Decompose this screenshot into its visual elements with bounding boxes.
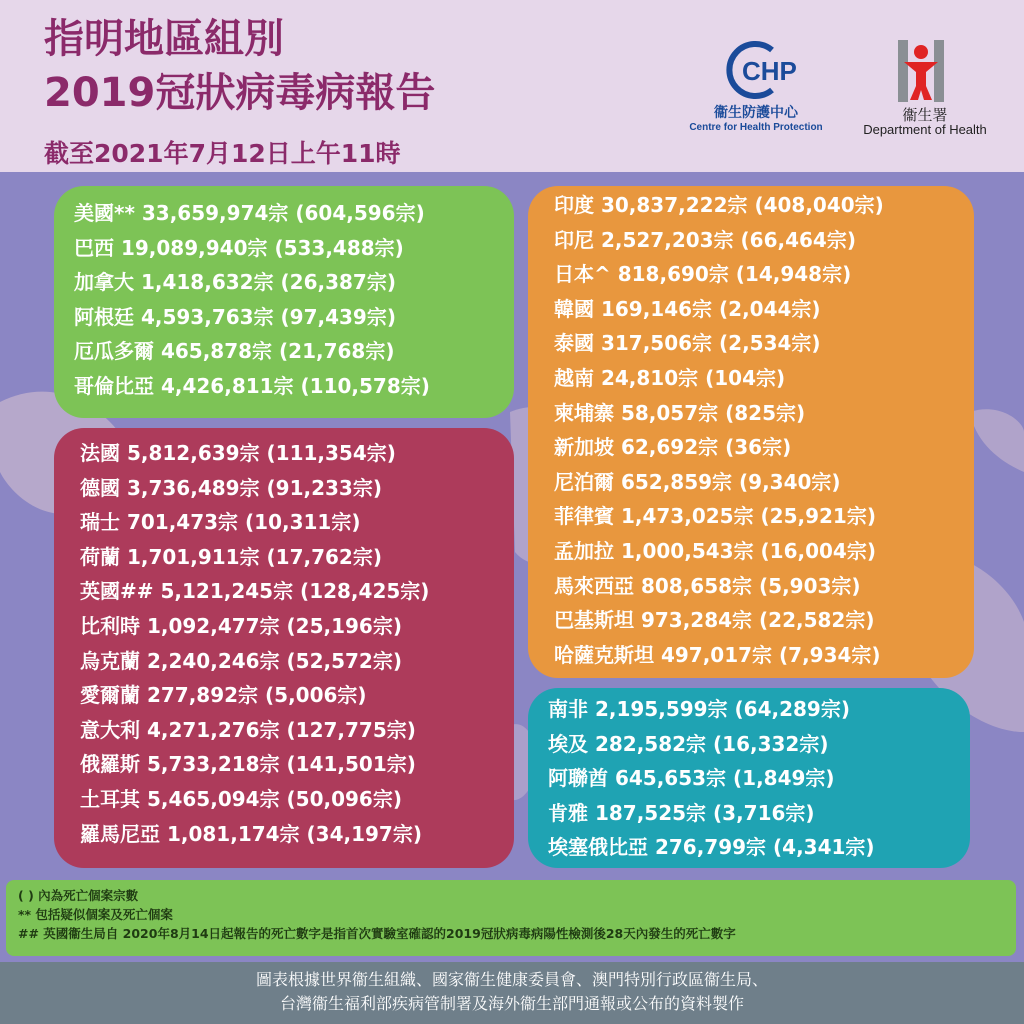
region-africa-mideast-panel: [528, 688, 970, 868]
list-item: 土耳其 5,465,094宗 (50,096宗): [80, 786, 402, 811]
list-item: 英國## 5,121,245宗 (128,425宗): [80, 579, 430, 604]
americas-list: [74, 196, 430, 404]
footnote-suspected: ** 包括疑似個案及死亡個案: [18, 907, 173, 922]
list-item: 瑞士 701,473宗 (10,311宗): [80, 510, 361, 535]
asia-list: [554, 188, 884, 672]
list-item: 尼泊爾 652,859宗 (9,340宗): [554, 469, 841, 494]
list-item: 比利時 1,092,477宗 (25,196宗): [80, 613, 402, 638]
africa-mideast-list: [548, 692, 875, 865]
list-item: 愛爾蘭 277,892宗 (5,006宗): [80, 683, 367, 708]
footnote-deaths: ( ) 內為死亡個案宗數: [18, 888, 139, 903]
list-item: 菲律賓 1,473,025宗 (25,921宗): [554, 504, 876, 529]
list-item: 印尼 2,527,203宗 (66,464宗): [554, 227, 856, 252]
source-footer: [0, 962, 1024, 1024]
list-item: 南非 2,195,599宗 (64,289宗): [548, 697, 850, 721]
chp-mark-text: CHP: [742, 56, 797, 86]
as-of-date: 截至2021年7月12日上午11時: [44, 139, 401, 168]
europe-list: [80, 436, 429, 851]
source-line1: 圖表根據世界衞生組織、國家衞生健康委員會、澳門特別行政區衞生局、: [255, 970, 768, 989]
footnotes: [6, 880, 1016, 956]
list-item: 日本^ 818,690宗 (14,948宗): [554, 262, 852, 287]
list-item: 新加坡 62,692宗 (36宗): [554, 435, 792, 460]
region-asia-panel: [528, 186, 974, 678]
region-europe-panel: [54, 428, 514, 868]
chp-logo-icon: [720, 40, 797, 100]
doh-logo: [850, 40, 1000, 140]
list-item: 埃塞俄比亞 276,799宗 (4,341宗): [548, 835, 875, 860]
list-item: 巴基斯坦 973,284宗 (22,582宗): [554, 608, 875, 633]
list-item: 羅馬尼亞 1,081,174宗 (34,197宗): [80, 821, 422, 846]
list-item: 法國 5,812,639宗 (111,354宗): [80, 441, 396, 465]
doh-name-en: Department of Health: [863, 122, 987, 137]
region-americas-panel: [54, 186, 514, 418]
list-item: 埃及 282,582宗 (16,332宗): [548, 731, 829, 756]
chp-name-zh: 衞生防護中心: [714, 105, 798, 121]
list-item: 柬埔寨 58,057宗 (825宗): [554, 400, 806, 425]
doh-name-zh: 衞生署: [902, 106, 948, 124]
list-item: 哈薩克斯坦 497,017宗 (7,934宗): [554, 642, 881, 667]
list-item: 阿聯酋 645,653宗 (1,849宗): [548, 766, 835, 791]
list-item: 孟加拉 1,000,543宗 (16,004宗): [554, 538, 876, 563]
list-item: 印度 30,837,222宗 (408,040宗): [554, 193, 884, 217]
list-item: 意大利 4,271,276宗 (127,775宗): [80, 717, 416, 742]
page-title-line1: 指明地區組別: [44, 16, 284, 62]
chp-logo: [686, 40, 826, 140]
list-item: 厄瓜多爾 465,878宗 (21,768宗): [74, 339, 395, 364]
list-item: 越南 24,810宗 (104宗): [554, 365, 786, 390]
list-item: 美國** 33,659,974宗 (604,596宗): [74, 201, 425, 225]
list-item: 肯雅 187,525宗 (3,716宗): [548, 800, 815, 825]
list-item: 哥倫比亞 4,426,811宗 (110,578宗): [74, 373, 430, 398]
list-item: 俄羅斯 5,733,218宗 (141,501宗): [80, 752, 416, 777]
list-item: 荷蘭 1,701,911宗 (17,762宗): [80, 544, 382, 569]
footnote-uk: ## 英國衞生局自 2020年8月14日起報告的死亡數字是指首次實驗室確認的2019冠狀病毒病陽性檢測後28天內發生的死亡數字: [18, 926, 736, 941]
list-item: 烏克蘭 2,240,246宗 (52,572宗): [80, 648, 402, 673]
doh-logo-icon: [898, 40, 944, 102]
list-item: 阿根廷 4,593,763宗 (97,439宗): [74, 304, 396, 329]
list-item: 巴西 19,089,940宗 (533,488宗): [74, 235, 404, 260]
list-item: 馬來西亞 808,658宗 (5,903宗): [554, 573, 861, 598]
list-item: 韓國 169,146宗 (2,044宗): [554, 296, 821, 321]
list-item: 德國 3,736,489宗 (91,233宗): [80, 475, 382, 500]
list-item: 加拿大 1,418,632宗 (26,387宗): [74, 270, 396, 295]
page-title-line2: 2019冠狀病毒病報告: [44, 70, 436, 116]
header: [0, 0, 1024, 172]
list-item: 泰國 317,506宗 (2,534宗): [554, 331, 821, 356]
chp-name-en: Centre for Health Protection: [689, 122, 823, 133]
source-line2: 台灣衞生福利部疾病管制署及海外衞生部門通報或公布的資料製作: [279, 994, 744, 1013]
